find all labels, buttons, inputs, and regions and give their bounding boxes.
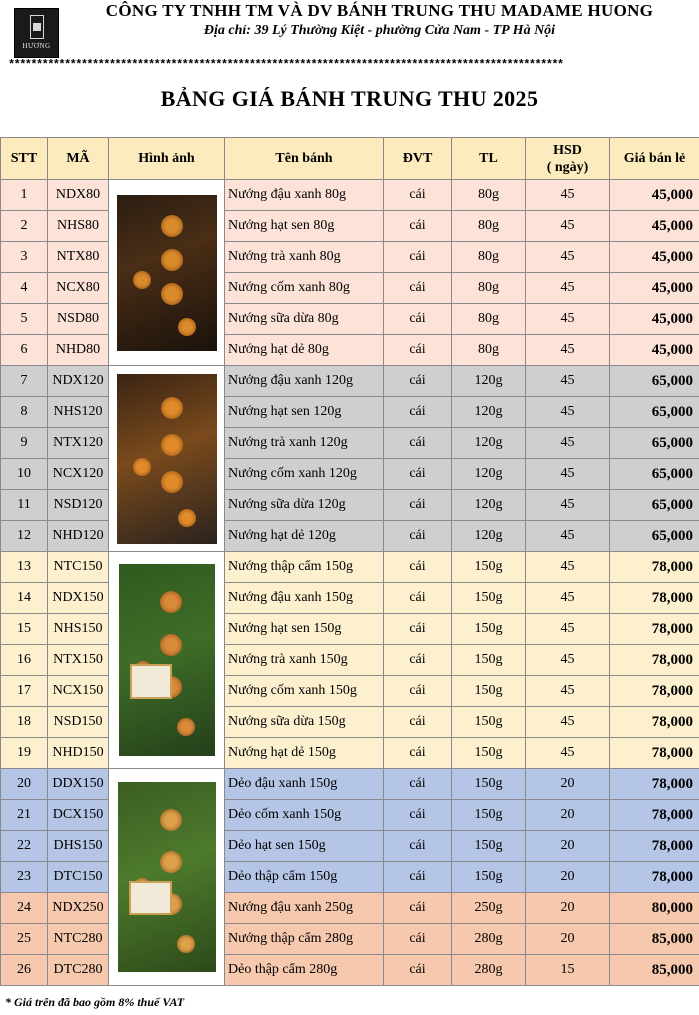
cell-ma: NHD150 — [48, 738, 109, 769]
table-row — [1, 893, 699, 924]
cell-product-image — [109, 366, 225, 552]
table-header-row — [1, 138, 699, 180]
logo-text: HƯƠNG — [22, 42, 51, 50]
cell-gia: 65,000 — [610, 459, 699, 490]
cell-stt: 13 — [1, 552, 48, 583]
cell-hsd: 45 — [526, 521, 610, 552]
cell-hsd: 45 — [526, 397, 610, 428]
table-row — [1, 583, 699, 614]
cell-gia: 80,000 — [610, 893, 699, 924]
cell-stt: 21 — [1, 800, 48, 831]
table-row — [1, 769, 699, 800]
col-header-hsd-line1: HSD — [553, 142, 582, 158]
cell-dvt: cái — [384, 242, 452, 273]
cell-tl: 120g — [452, 397, 526, 428]
cell-ma: NCX80 — [48, 273, 109, 304]
cell-stt: 4 — [1, 273, 48, 304]
vat-footnote: * Giá trên đã bao gồm 8% thuế VAT — [5, 995, 185, 1009]
mooncake-shape — [161, 471, 183, 493]
cell-stt: 24 — [1, 893, 48, 924]
mooncake-shape — [160, 634, 182, 656]
cell-tl: 120g — [452, 459, 526, 490]
cell-ten-banh: Dẻo hạt sen 150g — [225, 831, 384, 862]
cell-stt: 19 — [1, 738, 48, 769]
cell-stt: 15 — [1, 614, 48, 645]
cell-hsd: 45 — [526, 459, 610, 490]
price-table — [0, 137, 699, 986]
mooncake-photo — [119, 564, 215, 756]
table-row — [1, 707, 699, 738]
cell-stt: 22 — [1, 831, 48, 862]
cell-tl: 150g — [452, 738, 526, 769]
cell-ma: NHS150 — [48, 614, 109, 645]
cell-gia: 78,000 — [610, 645, 699, 676]
cell-gia: 78,000 — [610, 583, 699, 614]
cell-gia: 45,000 — [610, 242, 699, 273]
cell-stt: 6 — [1, 335, 48, 366]
cell-hsd: 45 — [526, 583, 610, 614]
cell-tl: 120g — [452, 366, 526, 397]
cell-ten-banh: Nướng sữa dừa 120g — [225, 490, 384, 521]
cell-hsd: 15 — [526, 955, 610, 986]
cell-ma: NTX150 — [48, 645, 109, 676]
cell-dvt: cái — [384, 614, 452, 645]
col-header-hinh-anh: Hình ảnh — [109, 138, 225, 180]
cell-stt: 10 — [1, 459, 48, 490]
cell-hsd: 20 — [526, 800, 610, 831]
cell-ma: NHS120 — [48, 397, 109, 428]
table-body — [1, 180, 699, 986]
company-name: CÔNG TY TNHH TM VÀ DV BÁNH TRUNG THU MADAME HUONG — [105, 1, 654, 20]
cell-ma: DTC280 — [48, 955, 109, 986]
cell-ma: NTC150 — [48, 552, 109, 583]
mooncake-shape — [160, 591, 182, 613]
cell-gia: 65,000 — [610, 428, 699, 459]
gift-box-shape — [129, 881, 172, 915]
cell-tl: 80g — [452, 242, 526, 273]
cell-hsd: 45 — [526, 335, 610, 366]
company-address: Địa chỉ: 39 Lý Thường Kiệt - phường Cửa Nam - TP Hà Nội — [203, 23, 556, 38]
cell-ma: NDX250 — [48, 893, 109, 924]
cell-dvt: cái — [384, 304, 452, 335]
cell-stt: 26 — [1, 955, 48, 986]
cell-ten-banh: Nướng hạt dẻ 150g — [225, 738, 384, 769]
cell-ma: NTX120 — [48, 428, 109, 459]
price-table-container — [0, 137, 699, 986]
cell-tl: 150g — [452, 583, 526, 614]
table-row — [1, 242, 699, 273]
col-header-stt: STT — [1, 138, 48, 180]
cell-gia: 78,000 — [610, 800, 699, 831]
table-row — [1, 490, 699, 521]
cell-stt: 7 — [1, 366, 48, 397]
cell-ten-banh: Nướng cốm xanh 80g — [225, 273, 384, 304]
mooncake-shape — [133, 271, 151, 289]
cell-tl: 250g — [452, 893, 526, 924]
cell-dvt: cái — [384, 366, 452, 397]
cell-ma: NDX120 — [48, 366, 109, 397]
cell-dvt: cái — [384, 769, 452, 800]
cell-dvt: cái — [384, 490, 452, 521]
cell-hsd: 45 — [526, 676, 610, 707]
cell-stt: 9 — [1, 428, 48, 459]
cell-dvt: cái — [384, 645, 452, 676]
cell-tl: 80g — [452, 335, 526, 366]
cell-ten-banh: Nướng hạt sen 80g — [225, 211, 384, 242]
cell-stt: 3 — [1, 242, 48, 273]
cell-ten-banh: Nướng cốm xanh 150g — [225, 676, 384, 707]
cell-gia: 65,000 — [610, 397, 699, 428]
cell-dvt: cái — [384, 521, 452, 552]
cell-gia: 45,000 — [610, 273, 699, 304]
cell-stt: 18 — [1, 707, 48, 738]
cell-hsd: 45 — [526, 738, 610, 769]
cell-gia: 85,000 — [610, 924, 699, 955]
cell-ten-banh: Nướng hạt dẻ 80g — [225, 335, 384, 366]
cell-ten-banh: Nướng hạt dẻ 120g — [225, 521, 384, 552]
table-row — [1, 955, 699, 986]
cell-stt: 11 — [1, 490, 48, 521]
table-row — [1, 180, 699, 211]
cell-dvt: cái — [384, 862, 452, 893]
mooncake-shape — [177, 935, 195, 953]
cell-gia: 65,000 — [610, 366, 699, 397]
cell-ten-banh: Dẻo đậu xanh 150g — [225, 769, 384, 800]
cell-tl: 150g — [452, 800, 526, 831]
cell-stt: 12 — [1, 521, 48, 552]
cell-hsd: 45 — [526, 366, 610, 397]
mooncake-shape — [161, 283, 183, 305]
cell-ten-banh: Nướng đậu xanh 80g — [225, 180, 384, 211]
cell-tl: 150g — [452, 831, 526, 862]
cell-tl: 120g — [452, 521, 526, 552]
cell-gia: 65,000 — [610, 521, 699, 552]
cell-tl: 80g — [452, 304, 526, 335]
cell-dvt: cái — [384, 893, 452, 924]
cell-stt: 17 — [1, 676, 48, 707]
cell-dvt: cái — [384, 273, 452, 304]
separator-line: *************************************************************************************************** — [8, 58, 563, 72]
cell-ten-banh: Nướng hạt sen 120g — [225, 397, 384, 428]
cell-tl: 150g — [452, 552, 526, 583]
cell-hsd: 20 — [526, 862, 610, 893]
cell-dvt: cái — [384, 676, 452, 707]
cell-product-image — [109, 180, 225, 366]
table-row — [1, 831, 699, 862]
mooncake-shape — [178, 509, 196, 527]
cell-dvt: cái — [384, 211, 452, 242]
cell-hsd: 45 — [526, 614, 610, 645]
cell-hsd: 45 — [526, 273, 610, 304]
cell-ma: NDX150 — [48, 583, 109, 614]
cell-dvt: cái — [384, 397, 452, 428]
cell-ma: NTX80 — [48, 242, 109, 273]
cell-stt: 25 — [1, 924, 48, 955]
cell-ten-banh: Nướng đậu xanh 120g — [225, 366, 384, 397]
cell-gia: 85,000 — [610, 955, 699, 986]
cell-tl: 150g — [452, 614, 526, 645]
cell-ten-banh: Nướng hạt sen 150g — [225, 614, 384, 645]
cell-dvt: cái — [384, 180, 452, 211]
cell-ten-banh: Nướng sữa dừa 150g — [225, 707, 384, 738]
cell-gia: 78,000 — [610, 831, 699, 862]
cell-hsd: 45 — [526, 180, 610, 211]
cell-dvt: cái — [384, 459, 452, 490]
cell-ma: DTC150 — [48, 862, 109, 893]
cell-gia: 78,000 — [610, 707, 699, 738]
cell-ten-banh: Dẻo thập cẩm 150g — [225, 862, 384, 893]
table-row — [1, 211, 699, 242]
cell-hsd: 45 — [526, 242, 610, 273]
cell-tl: 150g — [452, 676, 526, 707]
col-header-hsd — [526, 138, 610, 180]
cell-gia: 78,000 — [610, 676, 699, 707]
cell-ma: DHS150 — [48, 831, 109, 862]
table-row — [1, 862, 699, 893]
table-row — [1, 800, 699, 831]
cell-ma: DCX150 — [48, 800, 109, 831]
cell-stt: 20 — [1, 769, 48, 800]
cell-dvt: cái — [384, 738, 452, 769]
cell-gia: 78,000 — [610, 769, 699, 800]
mooncake-photo — [118, 782, 216, 972]
mooncake-shape — [160, 851, 182, 873]
mooncake-shape — [160, 809, 182, 831]
cell-ten-banh: Dẻo thập cẩm 280g — [225, 955, 384, 986]
cell-gia: 65,000 — [610, 490, 699, 521]
cell-tl: 280g — [452, 924, 526, 955]
cell-ten-banh: Nướng sữa dừa 80g — [225, 304, 384, 335]
cell-product-image — [109, 552, 225, 769]
cell-ten-banh: Nướng thập cẩm 280g — [225, 924, 384, 955]
cell-gia: 45,000 — [610, 304, 699, 335]
cell-tl: 120g — [452, 490, 526, 521]
table-row — [1, 304, 699, 335]
cell-gia: 78,000 — [610, 552, 699, 583]
cell-hsd: 20 — [526, 893, 610, 924]
col-header-ten-banh: Tên bánh — [225, 138, 384, 180]
cell-ten-banh: Nướng trà xanh 150g — [225, 645, 384, 676]
page-title: BẢNG GIÁ BÁNH TRUNG THU 2025 — [160, 86, 539, 111]
mooncake-shape — [178, 318, 196, 336]
table-row — [1, 645, 699, 676]
cell-dvt: cái — [384, 831, 452, 862]
cell-hsd: 45 — [526, 552, 610, 583]
cell-ten-banh: Nướng trà xanh 80g — [225, 242, 384, 273]
cell-ten-banh: Nướng cốm xanh 120g — [225, 459, 384, 490]
cell-dvt: cái — [384, 583, 452, 614]
cell-tl: 120g — [452, 428, 526, 459]
cell-ma: NHD80 — [48, 335, 109, 366]
cell-stt: 16 — [1, 645, 48, 676]
gift-box-shape — [130, 664, 172, 699]
mooncake-shape — [161, 397, 183, 419]
cell-gia: 45,000 — [610, 211, 699, 242]
table-row — [1, 924, 699, 955]
cell-ten-banh: Nướng đậu xanh 250g — [225, 893, 384, 924]
cell-ma: NHD120 — [48, 521, 109, 552]
mooncake-shape — [161, 249, 183, 271]
cell-stt: 2 — [1, 211, 48, 242]
cell-gia: 78,000 — [610, 614, 699, 645]
cell-tl: 80g — [452, 273, 526, 304]
table-row — [1, 459, 699, 490]
cell-product-image — [109, 769, 225, 986]
company-logo — [14, 8, 59, 58]
cell-dvt: cái — [384, 955, 452, 986]
table-row — [1, 428, 699, 459]
cell-hsd: 45 — [526, 490, 610, 521]
cell-hsd: 45 — [526, 707, 610, 738]
cell-ma: NDX80 — [48, 180, 109, 211]
cell-gia: 78,000 — [610, 862, 699, 893]
cell-tl: 150g — [452, 707, 526, 738]
cell-gia: 45,000 — [610, 180, 699, 211]
table-row — [1, 273, 699, 304]
cell-ma: NSD150 — [48, 707, 109, 738]
table-row — [1, 521, 699, 552]
cell-stt: 1 — [1, 180, 48, 211]
table-row — [1, 335, 699, 366]
col-header-tl: TL — [452, 138, 526, 180]
cell-hsd: 45 — [526, 304, 610, 335]
cell-ten-banh: Nướng đậu xanh 150g — [225, 583, 384, 614]
col-header-ma: MÃ — [48, 138, 109, 180]
mooncake-shape — [161, 215, 183, 237]
col-header-gia: Giá bán lẻ — [610, 138, 699, 180]
cell-ten-banh: Nướng thập cẩm 150g — [225, 552, 384, 583]
cell-ma: NTC280 — [48, 924, 109, 955]
col-header-dvt: ĐVT — [384, 138, 452, 180]
cell-hsd: 45 — [526, 428, 610, 459]
mooncake-photo — [117, 374, 217, 544]
mooncake-shape — [161, 434, 183, 456]
table-row — [1, 366, 699, 397]
cell-ma: NSD120 — [48, 490, 109, 521]
cell-hsd: 45 — [526, 645, 610, 676]
table-row — [1, 738, 699, 769]
cell-dvt: cái — [384, 552, 452, 583]
cell-hsd: 20 — [526, 924, 610, 955]
cell-stt: 23 — [1, 862, 48, 893]
cell-gia: 78,000 — [610, 738, 699, 769]
cell-dvt: cái — [384, 428, 452, 459]
cell-dvt: cái — [384, 924, 452, 955]
table-row — [1, 397, 699, 428]
cell-dvt: cái — [384, 335, 452, 366]
cell-ma: NSD80 — [48, 304, 109, 335]
cell-tl: 150g — [452, 862, 526, 893]
table-row — [1, 552, 699, 583]
table-row — [1, 676, 699, 707]
cell-ten-banh: Nướng trà xanh 120g — [225, 428, 384, 459]
cell-hsd: 20 — [526, 831, 610, 862]
cell-ma: NHS80 — [48, 211, 109, 242]
cell-gia: 45,000 — [610, 335, 699, 366]
col-header-hsd-line2: ( ngày) — [546, 159, 589, 175]
cell-stt: 14 — [1, 583, 48, 614]
cell-hsd: 20 — [526, 769, 610, 800]
cell-tl: 150g — [452, 645, 526, 676]
cell-tl: 280g — [452, 955, 526, 986]
cell-stt: 8 — [1, 397, 48, 428]
mooncake-shape — [133, 458, 151, 476]
cell-tl: 80g — [452, 180, 526, 211]
cell-hsd: 45 — [526, 211, 610, 242]
cell-stt: 5 — [1, 304, 48, 335]
cell-ma: NCX120 — [48, 459, 109, 490]
cell-dvt: cái — [384, 800, 452, 831]
cell-tl: 80g — [452, 211, 526, 242]
table-row — [1, 614, 699, 645]
cell-dvt: cái — [384, 707, 452, 738]
mooncake-shape — [177, 718, 195, 736]
cell-ten-banh: Dẻo cốm xanh 150g — [225, 800, 384, 831]
logo-mark-icon — [30, 15, 44, 39]
cell-tl: 150g — [452, 769, 526, 800]
cell-ma: NCX150 — [48, 676, 109, 707]
mooncake-photo — [117, 195, 217, 351]
cell-ma: DDX150 — [48, 769, 109, 800]
